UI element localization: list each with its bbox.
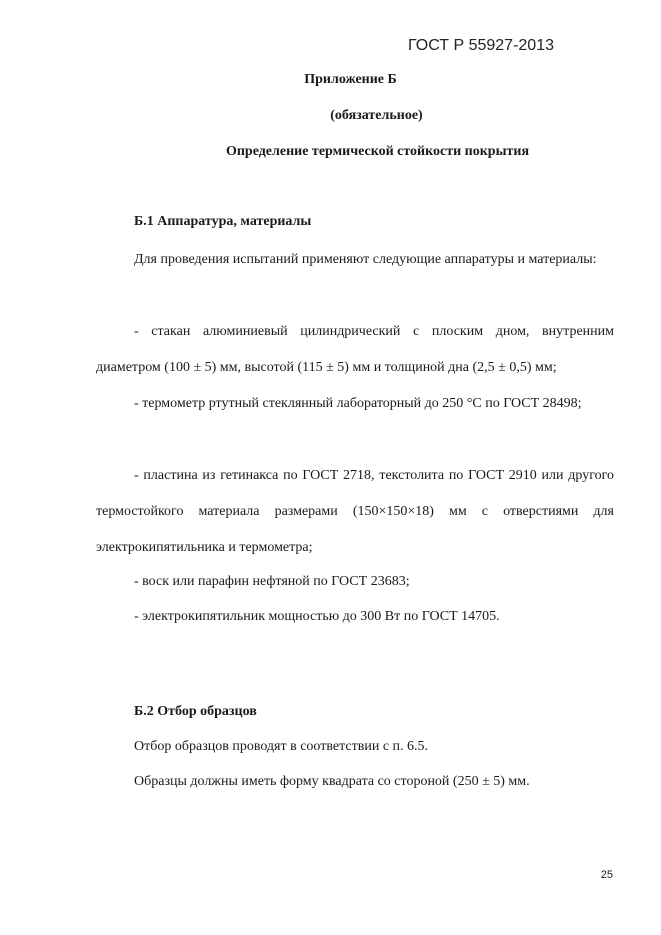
section-2-line-1: Отбор образцов проводят в соответствии с п. 6.5. xyxy=(134,739,429,754)
section-1-heading: Б.1 Аппаратура, материалы xyxy=(134,214,312,229)
appendix-subject: Определение термической стойкости покрытия xyxy=(225,144,530,159)
section-1-item-4: - воск или парафин нефтяной по ГОСТ 23683; xyxy=(134,574,410,589)
section-1-item-5: - электрокипятильник мощностью до 300 Вт по ГОСТ 14705. xyxy=(134,609,500,624)
appendix-status: (обязательное) xyxy=(330,108,423,123)
appendix-title: Приложение Б xyxy=(304,72,397,87)
section-2-heading: Б.2 Отбор образцов xyxy=(134,704,257,719)
section-1-item-3: - пластина из гетинакса по ГОСТ 2718, текстолита по ГОСТ 2910 или другого термостойкого материала размерами (150×150×18) мм с отверстиями для электрокипятильника и термометра; xyxy=(96,468,614,555)
document-code: ГОСТ Р 55927-2013 xyxy=(408,37,554,54)
section-1-item-1: - стакан алюминиевый цилиндрический с плоским дном, внутренним диаметром (100 ± 5) мм, высотой (115 ± 5) мм и толщиной дна (2,5 ± 0,5) мм; xyxy=(96,324,614,375)
section-1-intro: Для проведения испытаний применяют следующие аппаратуры и материалы: xyxy=(134,252,597,267)
page-number: 25 xyxy=(600,869,613,881)
section-2-line-2: Образцы должны иметь форму квадрата со стороной (250 ± 5) мм. xyxy=(134,774,530,789)
section-1-item-2: - термометр ртутный стеклянный лабораторный до 250 °С по ГОСТ 28498; xyxy=(134,396,582,411)
